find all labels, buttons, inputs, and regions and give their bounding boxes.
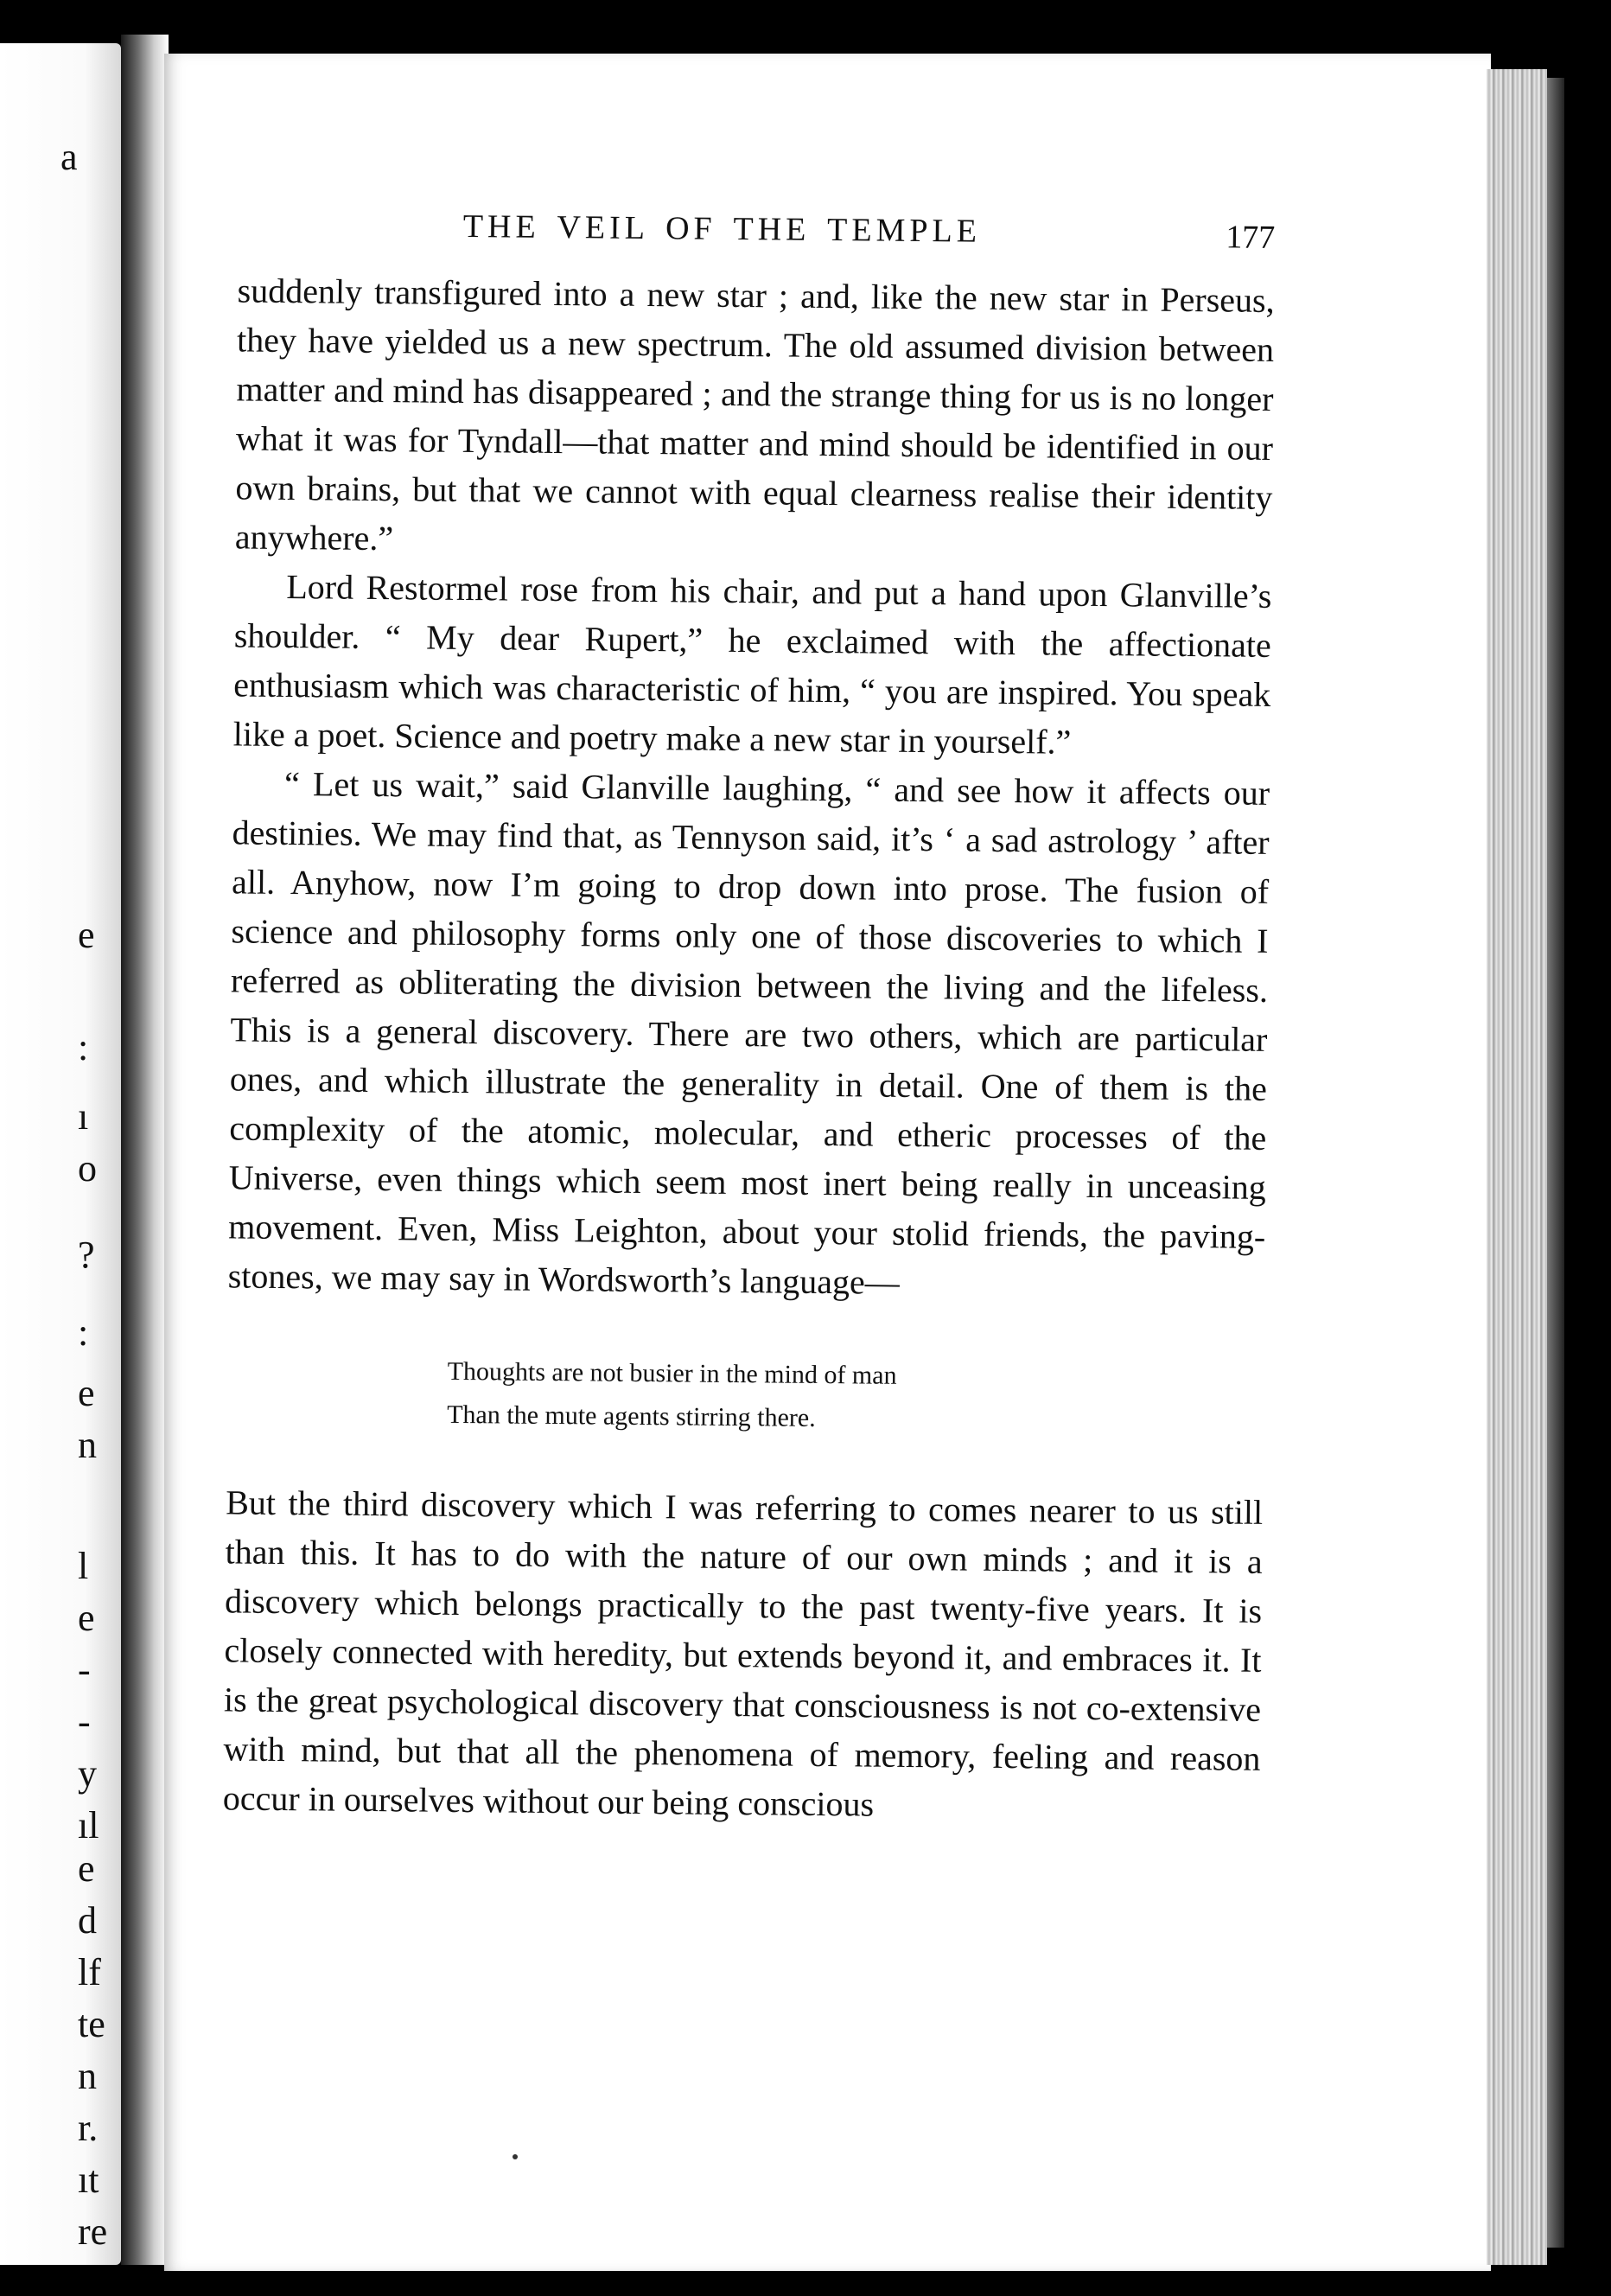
page-edges <box>1487 69 1547 2265</box>
paragraph: “ Let us wait,” said Glanville laughing, “ and see how it affects our destinies. We may find that, as Tennyson said, it’s ‘ a sad astrology ’ after all. Anyhow, now I’m going to drop down into prose. The fusion of science and philosophy forms only one of those discoveries to which I referred as obliterating the division between the living and the lifeless. This is a general discovery. There are two others, which are particular ones, and which illustrate the generality in detail. One of them is the complexity of the atomic, molecular, and etheric processes of the Universe, even things which seem most inert being really in unceasing movement. Even, Miss Leighton, about your stolid friends, the paving-stones, we may say in Wordsworth’s language— <box>227 763 1270 1302</box>
paragraph: But the third discovery which I was referring to comes nearer to us still than this. It has to do with the nature of our own minds ; and it is a discovery which belongs practically to the past twenty-five years. It is closely connected with heredity, but extends beyond it, and embraces it. It is the great psychological discovery that consciousness is not co-extensive with mind, but that all the phenomena of memory, feeling and reason occur in ourselves without our being conscious <box>222 1483 1264 1824</box>
page-edge-shadow <box>1547 78 1564 2248</box>
facing-page-fragment: lf <box>78 1951 101 1993</box>
facing-page-fragment: : <box>78 1311 89 1354</box>
page-number: 177 <box>1226 219 1276 256</box>
verse-line: Than the mute agents stirring there. <box>447 1400 816 1432</box>
facing-page-fragment: ? <box>78 1234 95 1276</box>
paragraph: Lord Restormel rose from his chair, and put a hand upon Glanville’s shoulder. “ My dear Rupert,” he exclaimed with the affectionate enthusiasm which was characteristic of him, “ you are inspired. You speak like a poet. Science and poetry make a new star in yourself.” <box>232 566 1272 762</box>
paragraph: suddenly transfigured into a new star ; and, like the new star in Perseus, they have yielded us a new spectrum. The old assumed division between matter and mind has disappeared ; and the strange thing for us is no longer what it was for Tyndall—that matter and mind should be identified in our own brains, but that we cannot with equal clearness realise their identity anywhere.” <box>234 271 1275 558</box>
facing-page-fragment: e <box>78 914 95 956</box>
text-block <box>219 49 1277 2276</box>
facing-page-fragment: ıt <box>78 2159 99 2201</box>
ink-speck <box>513 2154 518 2159</box>
facing-page-fragment: r. <box>78 2107 99 2149</box>
facing-page-fragment: n <box>78 1424 97 1466</box>
verse-quote <box>447 1350 1264 1445</box>
facing-page-fragment: a <box>60 136 78 178</box>
facing-page-fragment: ıl <box>78 1804 99 1846</box>
running-head <box>238 205 1276 267</box>
facing-page-fragment: l <box>78 1545 89 1587</box>
verse-line: Thoughts are not busier in the mind of man <box>447 1356 897 1390</box>
facing-page-fragment: re <box>78 2210 108 2253</box>
facing-page-fragment: o <box>78 1147 97 1189</box>
facing-page-fragment: te <box>78 2003 105 2045</box>
facing-page-fragment: e <box>78 1597 95 1639</box>
facing-page-fragment: n <box>78 2055 97 2097</box>
facing-page-fragment: ı <box>78 1095 89 1138</box>
book-page <box>164 54 1491 2271</box>
page-body <box>223 265 1275 1832</box>
facing-page-fragment: - <box>78 1649 91 1691</box>
facing-page-fragment: e <box>78 1372 95 1414</box>
facing-page-fragment: - <box>78 1700 91 1743</box>
facing-page-fragment: e <box>78 1847 95 1890</box>
running-title: THE VEIL OF THE TEMPLE <box>462 207 982 250</box>
facing-page-fragment: y <box>78 1752 97 1795</box>
book-gutter <box>121 35 169 2265</box>
facing-page-fragment: d <box>78 1899 97 1942</box>
facing-page-fragment: : <box>78 1026 89 1068</box>
facing-page-edge <box>0 43 121 2265</box>
